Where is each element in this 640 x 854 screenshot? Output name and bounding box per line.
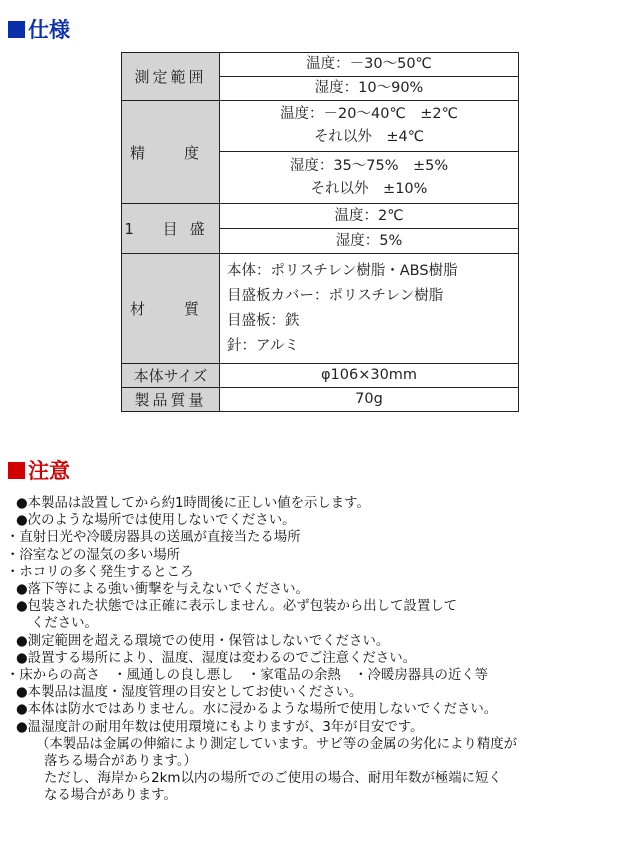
list-item: ・直射日光や冷暖房器具の送風が直接当たる場所 bbox=[6, 530, 301, 546]
accuracy-hum-cell bbox=[220, 152, 519, 204]
list-item: 落ちる場合があります。） bbox=[44, 754, 197, 770]
scale-label: 1 目盛 bbox=[122, 204, 220, 254]
material-cell bbox=[220, 254, 519, 364]
range-temp: 温度：－30～50℃ bbox=[220, 53, 519, 77]
notes-list bbox=[6, 495, 631, 805]
spec-heading bbox=[8, 14, 70, 44]
table-row bbox=[122, 204, 519, 229]
list-item: ●本製品は温度・湿度管理の目安としてお使いください。 bbox=[16, 685, 363, 701]
accuracy-hum-2: それ以外 ±10% bbox=[310, 180, 428, 197]
material-label: 材 質 bbox=[122, 254, 220, 364]
table-row bbox=[122, 388, 519, 412]
list-item: ただし、海岸から2km以内の場所でのご使用の場合、耐用年数が極端に短く bbox=[44, 771, 502, 787]
list-item: ●落下等による強い衝撃を与えないでください。 bbox=[16, 582, 309, 598]
range-label: 測定範囲 bbox=[122, 53, 220, 101]
material-2: 目盛板カバー：ポリスチレン樹脂 bbox=[227, 287, 444, 304]
list-item: ●温湿度計の耐用年数は使用環境にもよりますが、3年が目安です。 bbox=[16, 719, 424, 735]
list-item: ●設置する場所により、温度、湿度は変わるのでご注意ください。 bbox=[16, 650, 417, 666]
notes-heading-text: 注意 bbox=[28, 459, 70, 483]
list-item: （本製品は金属の伸縮により測定しています。サビ等の金属の劣化により精度が bbox=[36, 736, 517, 752]
accuracy-temp-1: 温度：－20～40℃ ±2℃ bbox=[280, 106, 458, 122]
table-row bbox=[122, 364, 519, 388]
list-item: ください。 bbox=[31, 616, 98, 632]
list-item: ●測定範囲を超える環境での使用・保管はしないでください。 bbox=[16, 633, 390, 649]
spec-heading-text: 仕様 bbox=[28, 18, 70, 42]
table-row bbox=[122, 53, 519, 77]
list-item: ●本体は防水ではありません。水に浸かるような場所で使用しないでください。 bbox=[16, 702, 498, 718]
accuracy-hum-1: 湿度：35～75% ±5% bbox=[289, 157, 449, 174]
accuracy-temp-2: それ以外 ±4℃ bbox=[313, 129, 425, 145]
range-hum: 湿度：10～90% bbox=[220, 77, 519, 101]
weight-label: 製品質量 bbox=[122, 388, 220, 412]
material-3: 目盛板：鉄 bbox=[227, 312, 300, 329]
notes-heading bbox=[8, 455, 70, 485]
red-square-icon bbox=[8, 462, 25, 479]
list-item: ●本製品は設置してから約1時間後に正しい値を示します。 bbox=[16, 496, 370, 511]
list-item: なる場合があります。 bbox=[44, 788, 177, 804]
list-item: ・浴室などの湿気の多い場所 bbox=[6, 547, 181, 563]
list-item: ●次のような場所では使用しないでください。 bbox=[16, 513, 296, 529]
size-value: φ106×30mm bbox=[220, 364, 519, 388]
material-4: 針：アルミ bbox=[227, 337, 299, 354]
spec-table bbox=[121, 52, 519, 412]
blue-square-icon bbox=[8, 21, 25, 38]
table-row bbox=[122, 254, 519, 364]
accuracy-label: 精 度 bbox=[122, 101, 220, 204]
list-item: ●包装された状態では正確に表示しません。必ず包装から出して設置して bbox=[16, 599, 457, 615]
list-item: ・ホコリの多く発生するところ bbox=[6, 564, 194, 580]
weight-value: 70g bbox=[220, 388, 519, 412]
size-label: 本体サイズ bbox=[122, 364, 220, 388]
scale-temp: 温度：2℃ bbox=[220, 204, 519, 229]
table-row bbox=[122, 101, 519, 152]
accuracy-temp-cell bbox=[220, 101, 519, 152]
scale-hum: 湿度：5% bbox=[220, 229, 519, 254]
list-item: ・床からの高さ ・風通しの良し悪し ・家電品の余熱 ・冷暖房器具の近く等 bbox=[6, 668, 489, 684]
material-1: 本体：ポリスチレン樹脂・ABS樹脂 bbox=[227, 262, 458, 279]
